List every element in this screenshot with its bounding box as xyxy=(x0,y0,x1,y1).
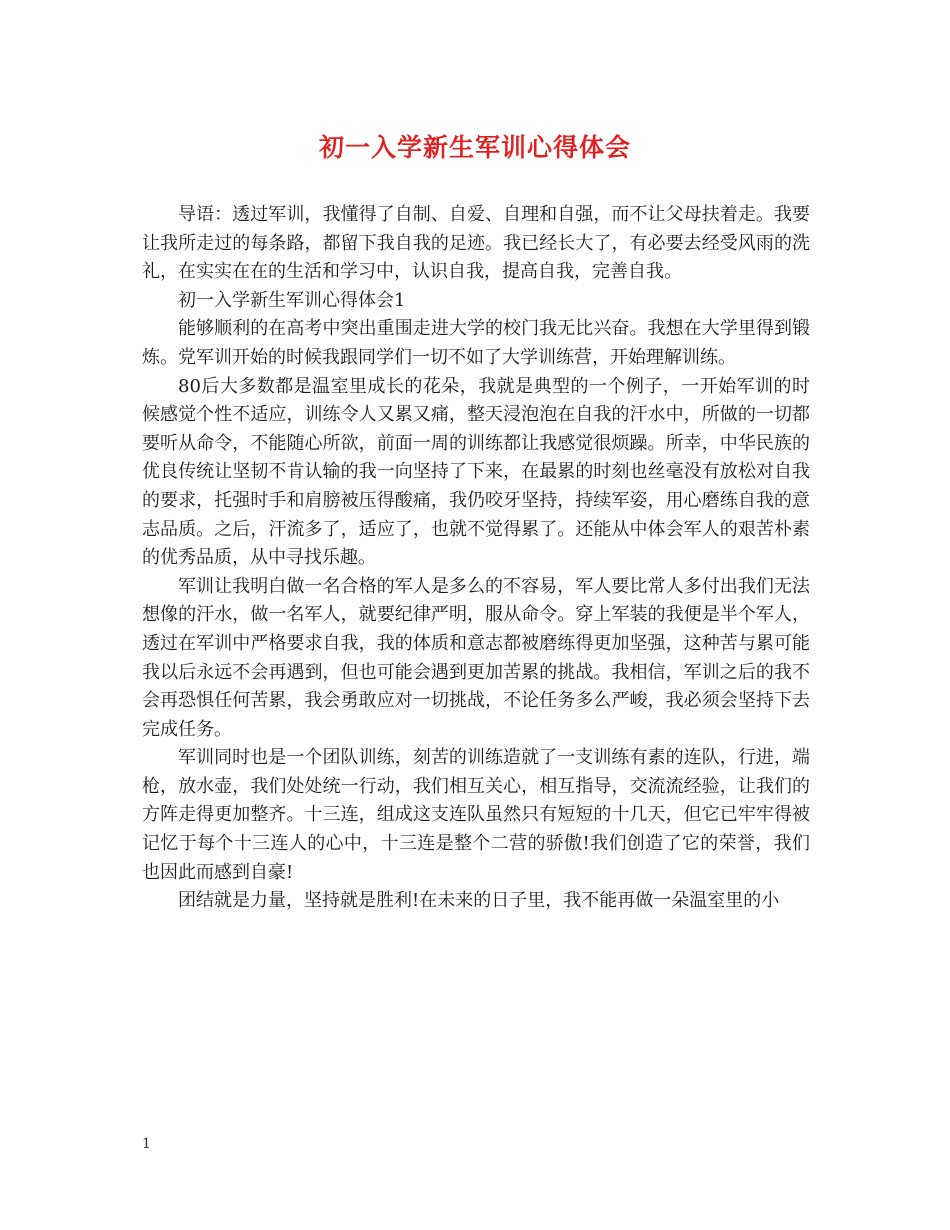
document-body xyxy=(142,201,810,916)
paragraph: 团结就是力量，坚持就是胜利!在未来的日子里，我不能再做一朵温室里的小 xyxy=(178,890,780,912)
paragraph-intro: 导语：透过军训，我懂得了自制、自爱、自理和自强，而不让父母扶着走。我要让我所走过的每条路，都留下我自我的足迹。我已经长大了，有必要去经受风雨的洗礼，在实实在在的生活和学习中，认识自我，提高自我，完善自我。 xyxy=(142,204,810,283)
page-number: 1 xyxy=(142,1136,151,1152)
paragraph: 军训让我明白做一名合格的军人是多么的不容易，军人要比常人多付出我们无法想像的汗水，做一名军人，就要纪律严明，服从命令。穿上军装的我便是半个军人，透过在军训中严格要求自我，我的体质和意志都被磨练得更加坚强，这种苦与累可能我以后永远不会再遇到，但也可能会遇到更加苦累的挑战。我相信，军训之后的我不会再恐惧任何苦累，我会勇敢应对一切挑战，不论任务多么严峻，我必须会坚持下去完成任务。 xyxy=(142,575,810,740)
section-heading: 初一入学新生军训心得体会1 xyxy=(178,289,406,311)
paragraph: 军训同时也是一个团队训练，刻苦的训练造就了一支训练有素的连队，行进，端枪，放水壶，我们处处统一行动，我们相互关心，相互指导，交流流经验，让我们的方阵走得更加整齐。十三连，组成这支连队虽然只有短短的十几天，但它已牢牢得被记忆于每个十三连人的心中，十三连是整个二营的骄傲!我们创造了它的荣誉，我们也因此而感到自豪! xyxy=(142,747,810,883)
paragraph: 80后大多数都是温室里成长的花朵，我就是典型的一个例子，一开始军训的时候感觉个性不适应，训练令人又累又痛，整天浸泡泡在自我的汗水中，所做的一切都要听从命令，不能随心所欲，前面一周的训练都让我感觉很烦躁。所幸，中华民族的优良传统让坚韧不肯认输的我一向坚持了下来，在最累的时刻也丝毫没有放松对自我的要求，托强时手和肩膀被压得酸痛，我仍咬牙坚持，持续军姿，用心磨练自我的意志品质。之后，汗流多了，适应了，也就不觉得累了。还能从中体会军人的艰苦朴素的优秀品质，从中寻找乐趣。 xyxy=(142,375,810,569)
document-title: 初一入学新生军训心得体会 xyxy=(318,133,631,162)
paragraph: 能够顺利的在高考中突出重围走进大学的校门我无比兴奋。我想在大学里得到锻炼。党军训开始的时候我跟同学们一切不如了大学训练营，开始理解训练。 xyxy=(142,318,810,368)
